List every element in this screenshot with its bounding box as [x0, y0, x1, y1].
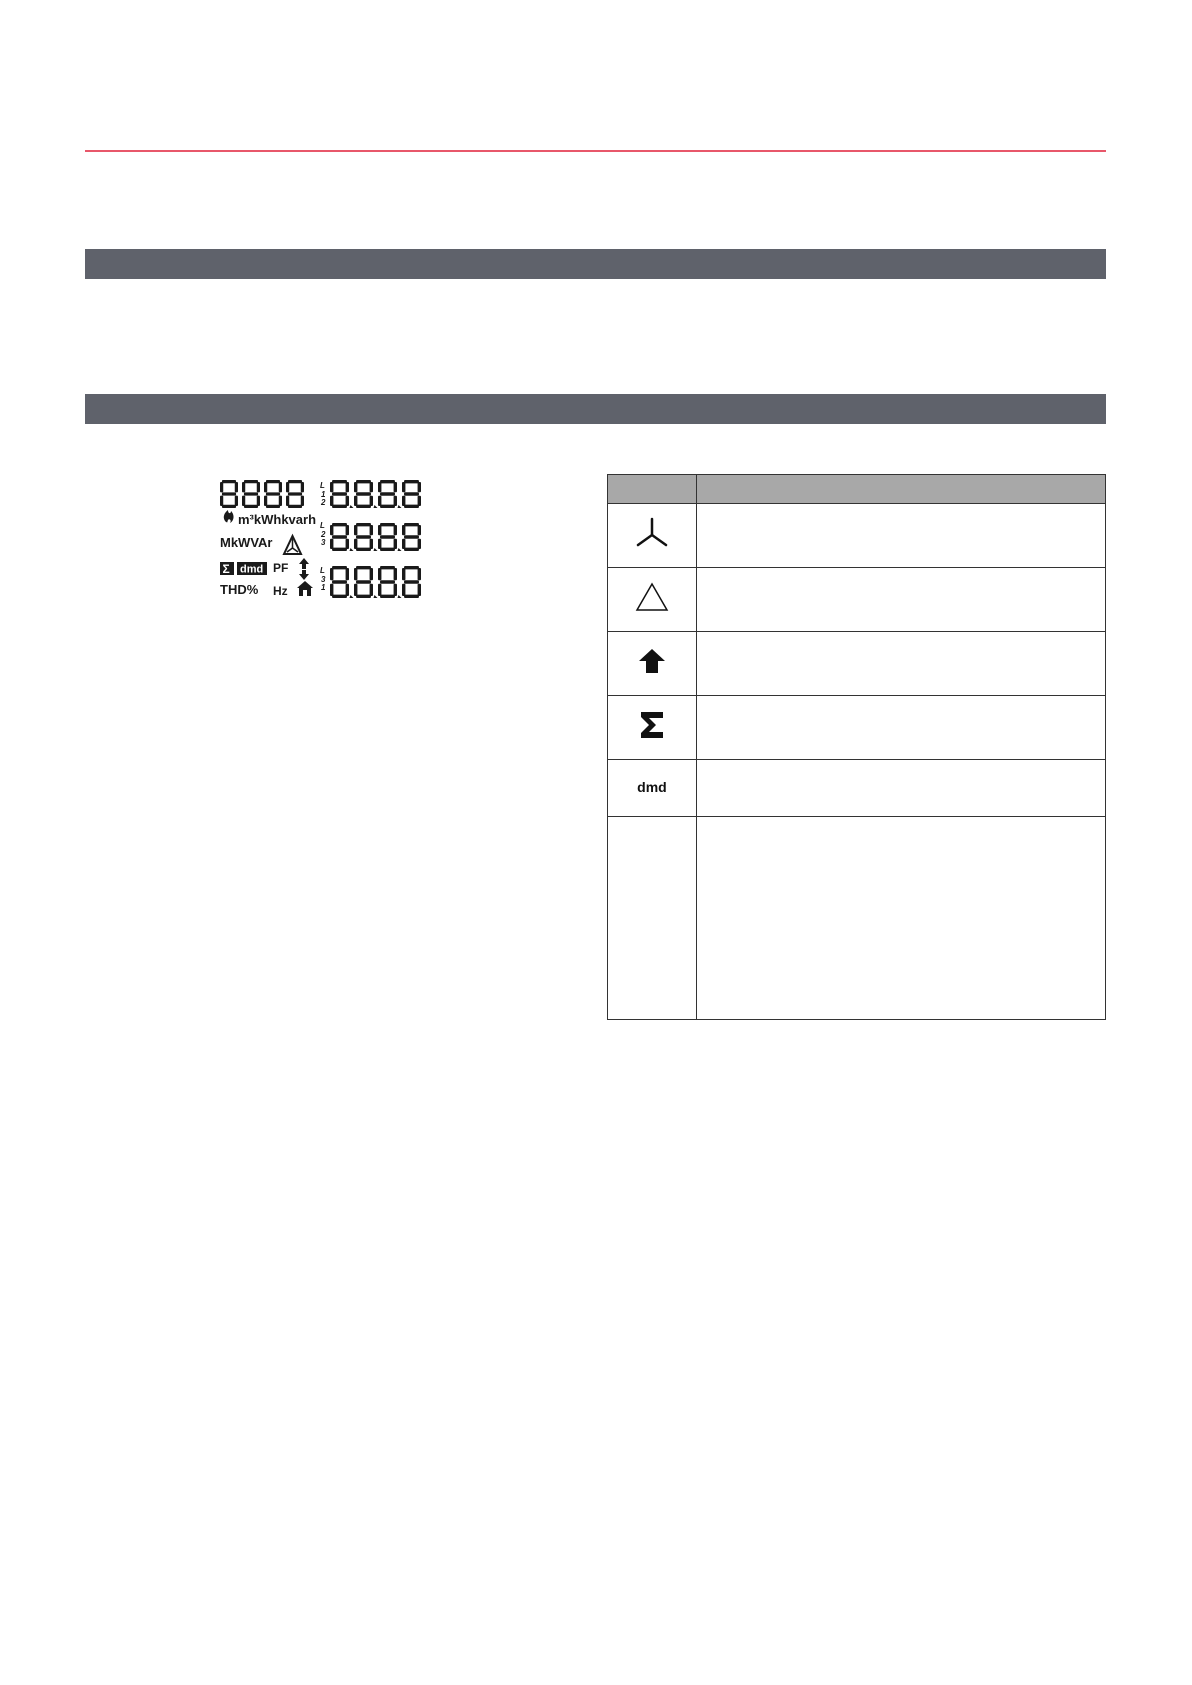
- lcd-segment: [330, 496, 333, 506]
- lcd-segment: [356, 523, 371, 526]
- lcd-segment: [244, 480, 258, 483]
- lcd-segment: [354, 525, 357, 535]
- lcd-units-power: MkWVAr: [220, 535, 273, 550]
- lcd-phase-label-l1-num: 1: [321, 490, 326, 499]
- lcd-phase-label-l1: L: [320, 481, 325, 490]
- lcd-segment: [404, 595, 419, 598]
- lcd-segment: [301, 496, 304, 506]
- lcd-phase-label-l3-num: 3: [321, 575, 326, 584]
- lcd-segment: [330, 568, 333, 580]
- lcd-segment: [220, 496, 223, 506]
- lcd-segment: [244, 492, 258, 495]
- symbol-cell: [608, 632, 697, 696]
- lcd-phase-label-l1-num2: 2: [321, 498, 326, 507]
- lcd-segment: [404, 523, 419, 526]
- description-cell: [696, 817, 1105, 1020]
- lcd-segment: [356, 580, 371, 583]
- lcd-units-energy: m³kWhkvarh: [238, 512, 317, 527]
- header-accent-rule: [85, 150, 1106, 152]
- lcd-segment: [404, 535, 419, 538]
- lcd-segment: [257, 482, 260, 492]
- lcd-segment: [380, 505, 395, 508]
- svg-text:Σ: Σ: [222, 562, 230, 576]
- symbol-cell: [608, 504, 697, 568]
- lcd-segment: [235, 496, 238, 506]
- lcd-segment: [380, 480, 395, 483]
- lcd-segment: [356, 480, 371, 483]
- lcd-segment: [222, 505, 236, 508]
- lcd-row-3-digits: [330, 566, 421, 598]
- lcd-segment: [235, 482, 238, 492]
- lcd-segment: [380, 595, 395, 598]
- symbol-cell: [608, 760, 697, 817]
- lcd-segment: [354, 584, 357, 596]
- lcd-segment: [346, 525, 349, 535]
- lcd-segment: [380, 548, 395, 551]
- lcd-segment: [332, 492, 347, 495]
- lcd-house-icon: [297, 581, 313, 596]
- lcd-segment: [356, 595, 371, 598]
- lcd-segment: [356, 548, 371, 551]
- lcd-segment: [404, 566, 419, 569]
- lcd-segment: [380, 523, 395, 526]
- lcd-segment: [356, 566, 371, 569]
- lcd-segment: [222, 492, 236, 495]
- lcd-segment: [346, 539, 349, 549]
- lcd-segment: [330, 525, 333, 535]
- lcd-segment: [244, 505, 258, 508]
- lcd-segment: [356, 505, 371, 508]
- lcd-segment: [402, 482, 405, 492]
- lcd-segment: [346, 496, 349, 506]
- symbol-cell: [608, 817, 697, 1020]
- lcd-segment: [404, 505, 419, 508]
- lcd-segment: [266, 480, 280, 483]
- lcd-segment: [354, 568, 357, 580]
- description-cell: [696, 568, 1105, 632]
- dmd-symbol-text: dmd: [637, 779, 667, 795]
- lcd-segment: [380, 492, 395, 495]
- lcd-segment: [370, 584, 373, 596]
- lcd-segment: [356, 535, 371, 538]
- lcd-segment: [378, 568, 381, 580]
- lcd-segment: [332, 523, 347, 526]
- lcd-segment: [418, 584, 421, 596]
- lcd-segment: [394, 568, 397, 580]
- lcd-segment: [418, 496, 421, 506]
- sigma-icon: [639, 711, 665, 739]
- lcd-sigma-icon: [220, 562, 234, 576]
- lcd-decimal-point: [374, 548, 378, 551]
- lcd-segment: [356, 492, 371, 495]
- lcd-segment: [402, 584, 405, 596]
- lcd-segment: [220, 482, 223, 492]
- lcd-hz-label: Hz: [273, 584, 288, 598]
- lcd-segment: [378, 525, 381, 535]
- lcd-segment: [264, 496, 267, 506]
- lcd-decimal-point: [374, 595, 378, 598]
- lcd-segment: [380, 535, 395, 538]
- lcd-segment: [242, 482, 245, 492]
- description-cell: [696, 760, 1105, 817]
- lcd-segment: [354, 496, 357, 506]
- arrow-up-icon: [637, 648, 667, 674]
- lcd-segment: [332, 505, 347, 508]
- lcd-segment: [242, 496, 245, 506]
- lcd-segment: [370, 525, 373, 535]
- lcd-segment: [378, 584, 381, 596]
- lcd-segment: [332, 535, 347, 538]
- star-wye-icon: [635, 517, 669, 549]
- lcd-segment: [332, 548, 347, 551]
- lcd-decimal-point: [350, 505, 354, 508]
- lcd-segment: [418, 539, 421, 549]
- lcd-thd-label: THD%: [220, 582, 259, 597]
- lcd-segment: [394, 496, 397, 506]
- lcd-segment: [332, 580, 347, 583]
- lcd-segment: [394, 482, 397, 492]
- lcd-pf-label: PF: [273, 561, 289, 575]
- lcd-segment: [330, 539, 333, 549]
- header-description: [696, 475, 1105, 504]
- triangle-delta-icon: [635, 582, 669, 612]
- lcd-segment: [402, 568, 405, 580]
- lcd-decimal-point: [350, 548, 354, 551]
- flame-icon: [224, 510, 234, 523]
- lcd-segment: [404, 548, 419, 551]
- lcd-segment: [404, 580, 419, 583]
- lcd-segment: [418, 482, 421, 492]
- lcd-row-2-digits: [330, 523, 421, 551]
- lcd-phase-label-l3-num2: 1: [321, 583, 326, 592]
- svg-text:dmd: dmd: [240, 563, 264, 576]
- symbol-cell: [608, 696, 697, 760]
- lcd-segment: [402, 496, 405, 506]
- table-row: [608, 696, 1106, 760]
- lcd-segment: [394, 584, 397, 596]
- lcd-segment: [266, 492, 280, 495]
- section-header-bar-1: [85, 249, 1106, 279]
- table-header-row: [608, 475, 1106, 504]
- lcd-segment: [418, 525, 421, 535]
- lcd-phase-label-l2: L: [320, 521, 325, 530]
- lcd-segment: [301, 482, 304, 492]
- lcd-segment: [332, 595, 347, 598]
- lcd-segment: [354, 482, 357, 492]
- lcd-decimal-point: [350, 595, 354, 598]
- lcd-delta-wye-icon: [284, 536, 301, 554]
- lcd-display-illustration: [220, 478, 430, 602]
- lcd-segment: [266, 505, 280, 508]
- lcd-segment: [402, 525, 405, 535]
- lcd-decimal-point: [374, 505, 378, 508]
- lcd-segment: [346, 584, 349, 596]
- lcd-segment: [288, 480, 302, 483]
- table-row: [608, 632, 1106, 696]
- lcd-decimal-point: [398, 595, 402, 598]
- lcd-segment: [288, 492, 302, 495]
- lcd-segment: [257, 496, 260, 506]
- lcd-segment: [394, 539, 397, 549]
- lcd-segment: [288, 505, 302, 508]
- description-cell: [696, 696, 1105, 760]
- lcd-decimal-point: [398, 548, 402, 551]
- lcd-segment: [330, 584, 333, 596]
- lcd-segment: [370, 496, 373, 506]
- table-row: [608, 817, 1106, 1020]
- lcd-segment: [404, 480, 419, 483]
- lcd-segment: [378, 482, 381, 492]
- symbol-cell: [608, 568, 697, 632]
- lcd-segment: [380, 580, 395, 583]
- lcd-decimal-point: [398, 505, 402, 508]
- lcd-segment: [286, 496, 289, 506]
- lcd-segment: [378, 496, 381, 506]
- lcd-segment: [279, 482, 282, 492]
- table-row: [608, 504, 1106, 568]
- lcd-segment: [279, 496, 282, 506]
- lcd-segment: [346, 482, 349, 492]
- section-header-bar-2: [85, 394, 1106, 424]
- lcd-segment: [380, 566, 395, 569]
- table-row: [608, 568, 1106, 632]
- description-cell: [696, 632, 1105, 696]
- lcd-segment: [286, 482, 289, 492]
- description-cell: [696, 504, 1105, 568]
- lcd-segment: [330, 482, 333, 492]
- lcd-segment: [346, 568, 349, 580]
- lcd-import-export-arrows-icon: [299, 558, 309, 580]
- lcd-phase-label-l3: L: [320, 566, 325, 575]
- lcd-segment: [370, 482, 373, 492]
- lcd-segment: [404, 492, 419, 495]
- lcd-segment: [332, 480, 347, 483]
- lcd-phase-label-l2-num: 2: [321, 530, 326, 539]
- lcd-segment: [370, 539, 373, 549]
- lcd-segment: [354, 539, 357, 549]
- lcd-segments-drawing: [220, 478, 430, 602]
- lcd-segment: [222, 480, 236, 483]
- lcd-segment: [332, 566, 347, 569]
- lcd-segment: [418, 568, 421, 580]
- lcd-segment: [394, 525, 397, 535]
- lcd-segment: [402, 539, 405, 549]
- lcd-segment: [370, 568, 373, 580]
- lcd-segment: [264, 482, 267, 492]
- table-row: [608, 760, 1106, 817]
- lcd-segment: [378, 539, 381, 549]
- header-symbol: [608, 475, 697, 504]
- lcd-phase-label-l2-num2: 3: [321, 538, 326, 547]
- lcd-dmd-indicator: [237, 562, 267, 576]
- symbol-description-table: [607, 474, 1106, 1020]
